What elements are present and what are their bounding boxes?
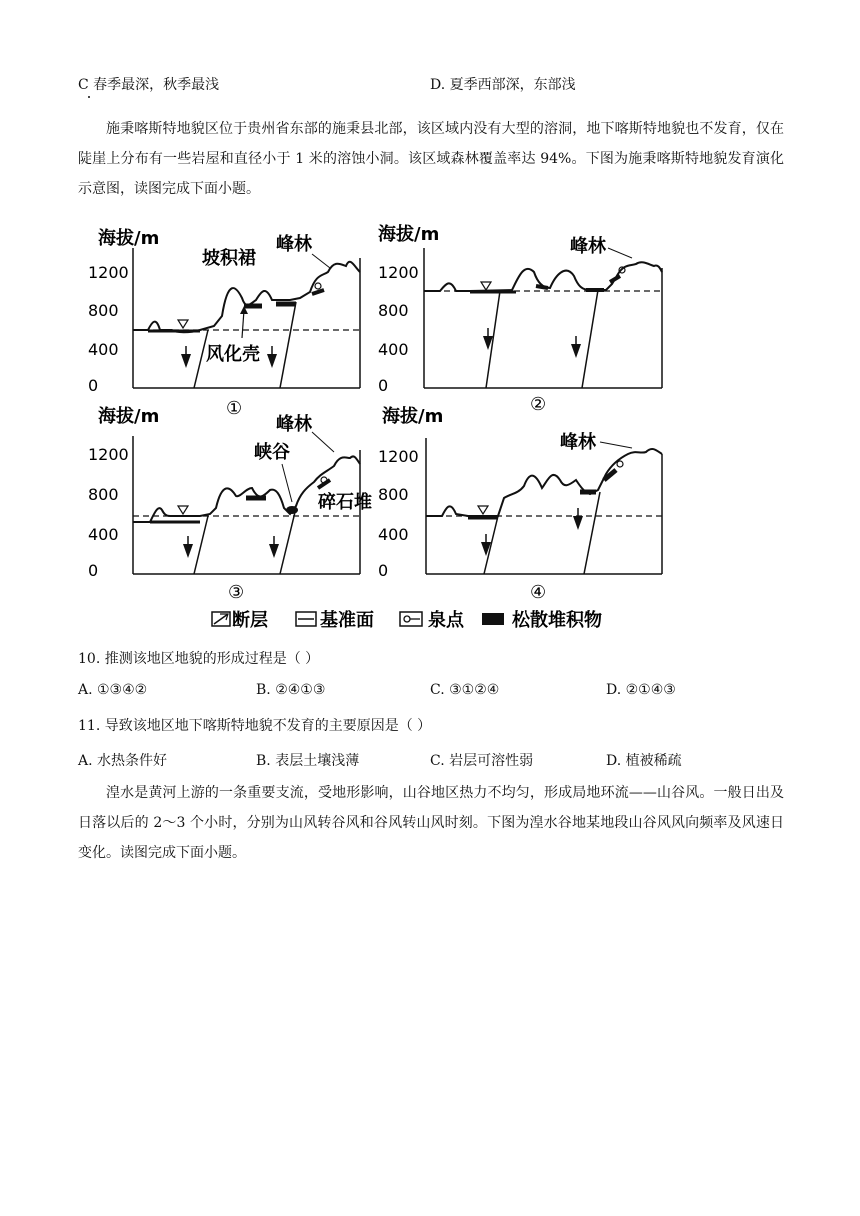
label-slope-apron: 坡积裙 — [202, 248, 256, 269]
question-11-option-a[interactable]: A. 水热条件好 — [78, 753, 168, 769]
tick-400: 400 — [378, 525, 409, 544]
tick-0: 0 — [378, 561, 389, 580]
karst-evolution-figure — [0, 218, 860, 638]
tick-400: 400 — [378, 340, 409, 359]
option-c-prev: C 春季最深，秋季最浅 — [78, 77, 220, 93]
tick-1200: 1200 — [88, 263, 129, 282]
question-10-stem: 10. 推测该地区地貌的形成过程是（ ） — [78, 651, 320, 667]
y-axis-label: 海拔/m — [382, 406, 444, 427]
passage-shibing: 施秉喀斯特地貌区位于贵州省东部的施秉县北部，该区域内没有大型的溶洞，地下喀斯特地貌也不发育，仅在陡崖上分布有一些岩屋和直径小于 1 米的溶蚀小洞。该区域森林覆盖率达 94%。下图为施秉喀斯特地貌发育演化示意图，读图完成下面小题。 — [78, 121, 784, 197]
tick-1200: 1200 — [378, 263, 419, 282]
tick-0: 0 — [88, 376, 99, 395]
tick-1200: 1200 — [88, 445, 129, 464]
tick-1200: 1200 — [378, 447, 419, 466]
label-rubble: 碎石堆 — [318, 492, 372, 513]
panel-1 — [88, 227, 360, 419]
y-axis-label: 海拔/m — [98, 406, 160, 427]
passage-huangshui: 湟水是黄河上游的一条重要支流，受地形影响，山谷地区热力不均匀，形成局地环流——山谷风。一般日出及日落以后的 2～3 个小时，分别为山风转谷风和谷风转山风时刻。下图为湟水谷地某地段山谷风风向频率及风速日变化。读图完成下面小题。 — [78, 785, 784, 861]
legend — [212, 609, 602, 631]
panel-label-3: ③ — [228, 582, 245, 603]
bullet-dot — [88, 96, 90, 98]
panel-4 — [378, 405, 662, 603]
question-11-stem: 11. 导致该地区地下喀斯特地貌不发育的主要原因是（ ） — [78, 718, 432, 734]
tick-800: 800 — [378, 485, 409, 504]
option-d-prev: D. 夏季西部深，东部浅 — [430, 77, 576, 93]
label-peak-forest: 峰林 — [276, 414, 312, 435]
tick-0: 0 — [378, 376, 389, 395]
legend-base-level: 基准面 — [320, 610, 374, 631]
label-gorge: 峡谷 — [254, 442, 290, 463]
legend-spring: 泉点 — [428, 610, 464, 631]
tick-400: 400 — [88, 525, 119, 544]
label-weathering-crust: 风化壳 — [206, 344, 260, 365]
question-10-option-b[interactable]: B. ②④①③ — [256, 682, 326, 698]
label-peak-forest: 峰林 — [570, 236, 606, 257]
panel-label-4: ④ — [530, 582, 547, 603]
tick-800: 800 — [88, 301, 119, 320]
question-11-option-b[interactable]: B. 表层土壤浅薄 — [256, 753, 360, 769]
question-10-option-c[interactable]: C. ③①②④ — [430, 682, 500, 698]
label-peak-forest: 峰林 — [560, 432, 596, 453]
question-10-option-a[interactable]: A. ①③④② — [78, 682, 148, 698]
tick-0: 0 — [88, 561, 99, 580]
tick-400: 400 — [88, 340, 119, 359]
panel-label-1: ① — [226, 398, 243, 419]
panel-3 — [88, 405, 372, 603]
panel-2 — [378, 223, 662, 415]
tick-800: 800 — [88, 485, 119, 504]
y-axis-label: 海拔/m — [98, 228, 160, 249]
tick-800: 800 — [378, 301, 409, 320]
panel-label-2: ② — [530, 394, 547, 415]
legend-fault: 断层 — [232, 610, 268, 631]
legend-loose-deposits: 松散堆积物 — [512, 610, 602, 631]
label-peak-forest: 峰林 — [276, 234, 312, 255]
question-11-option-c[interactable]: C. 岩层可溶性弱 — [430, 753, 534, 769]
y-axis-label: 海拔/m — [378, 224, 440, 245]
question-11-option-d[interactable]: D. 植被稀疏 — [606, 753, 682, 769]
question-10-option-d[interactable]: D. ②①④③ — [606, 682, 676, 698]
